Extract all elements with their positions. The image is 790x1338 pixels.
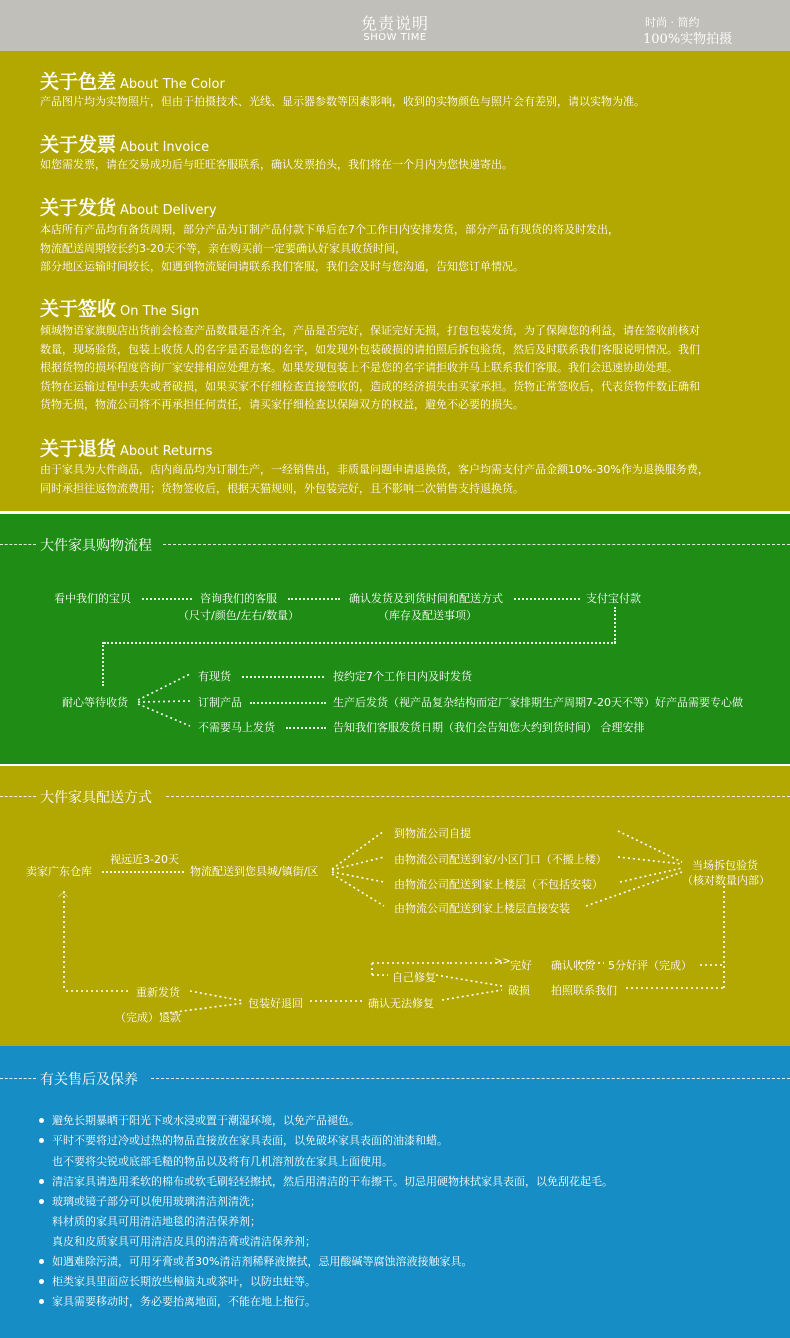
- header-bar: [0, 0, 790, 51]
- care-item: 也不要将尖锐或底部毛糙的物品以及将有几机溶剂放在家具上面使用。: [52, 1155, 393, 1168]
- bullet-icon: [39, 1199, 44, 1204]
- flow-option-custom: 订制产品: [198, 696, 242, 709]
- bullet-icon: [39, 1118, 44, 1123]
- result-good: 完好: [510, 959, 532, 972]
- delivery-option-pickup: 到物流公司自提: [394, 827, 471, 840]
- five-star-review: 5分好评（完成）: [608, 959, 692, 972]
- resend: 重新发货: [136, 986, 180, 999]
- delivery-origin: 卖家广东仓库: [26, 865, 92, 878]
- chevron-right-icon: >>: [494, 956, 511, 967]
- flow-branch-lines: [0, 514, 790, 764]
- bullet-icon: [39, 1138, 44, 1143]
- color-heading: 关于色差 About The Color: [40, 71, 225, 93]
- returns-text: 由于家具为大件商品，店内商品均为订制生产，一经销售出，非质量问题申请退换货，客户均需支付产品金额10%-30%作为退换服务费， 同时承担往返物流费用；货物签收后，根据天猫规则，外包装完好，且不影响二次销售支持退换货。: [40, 463, 709, 495]
- delivery-text: 本店所有产品均有备货周期，部分产品为订制产品付款下单后在7个工作日内安排发货，部分产品有现货的将及时发出， 物流配送周期较长约3-20天不等，亲在购买前一定要确认好家具收货时间， 部分地区运输时间较长，如遇到物流疑问请联系我们客服，我们会及时与您沟通，告知您订单情况。: [40, 223, 619, 273]
- delivery-duration: 视远近3-20天: [110, 853, 179, 866]
- flow-step-confirm-sub: （库存及配送事项）: [378, 609, 477, 622]
- cannot-repair: 确认无法修复: [368, 997, 434, 1010]
- sign-heading: 关于签收 On The Sign: [40, 298, 200, 320]
- care-item: 清洁家具请选用柔软的棉布或软毛刷轻轻擦拭，然后用清洁的干布擦干。切忌用硬物抹拭家具表面，以免刮花起毛。: [52, 1175, 613, 1188]
- flow-option-instock-desc: 按约定7个工作日内及时发货: [333, 670, 472, 683]
- title-divider-left: [0, 1078, 36, 1079]
- self-repair: 自己修复: [392, 971, 436, 984]
- inspect-on-site-sub: （核对数量内部）: [682, 874, 770, 887]
- bullet-icon: [39, 1299, 44, 1304]
- header-real-photo: 100%实物拍摄: [643, 32, 733, 47]
- flow-wait-delivery: 耐心等待收货: [62, 696, 128, 709]
- delivery-heading: 关于发货 About Delivery: [40, 197, 217, 219]
- returns-heading: 关于退货 About Returns: [40, 438, 213, 460]
- care-item: 玻璃或镜子部分可以使用玻璃清洁剂清洗；: [52, 1195, 261, 1208]
- page-subtitle: SHOW TIME: [363, 32, 427, 43]
- care-item: 家具需要移动时，务必要抬离地面，不能在地上拖行。: [52, 1295, 316, 1308]
- care-item: 柜类家具里面应长期放些樟脑丸或茶叶，以防虫蛀等。: [52, 1275, 316, 1288]
- disclaimer-section: [0, 51, 790, 511]
- flow-step-consult: 咨询我们的客服: [200, 592, 277, 605]
- flow-step-browse: 看中我们的宝贝: [54, 592, 131, 605]
- delivery-flow-section: [0, 766, 790, 1046]
- shopping-flow-title: 大件家具购物流程: [40, 538, 152, 554]
- bullet-icon: [39, 1279, 44, 1284]
- confirm-receipt: 确认收货: [551, 959, 595, 972]
- sign-text: 倾城物语家旗舰店出货前会检查产品数量是否齐全，产品是否完好，保证完好无损，打包包装发货，为了保障您的利益，请在签收前核对 数量，现场验货，包装上收货人的名字是否是您的名字，如发现外包装破损的请拍照后拆包验货，然后及时联系我们客服说明情况。我们 根据货物的损坏程度咨询厂家安排相应处理方案。如果发现包装上不是您的名字请拒收并马上联系我们客服。我们会迅速协助处理。 货物在运输过程中丢失或者破损，如果买家不仔细检查直接签收的，造成的经济损失由买家承担。货物正常签收后，代表货物件数正确和 货物无损，物流公司将不再承担任何责任，请买家仔细检查以保障双方的权益，避免不必要的损失。: [40, 324, 700, 411]
- invoice-heading: 关于发票 About Invoice: [40, 134, 210, 156]
- up-arrow-icon: ︿: [58, 888, 68, 899]
- invoice-text: 如您需发票，请在交易成功后与旺旺客服联系，确认发票抬头，我们将在一个月内为您快递寄出。: [40, 158, 513, 171]
- delivery-flow-title: 大件家具配送方式: [40, 790, 152, 806]
- delivery-option-door: 由物流公司配送到家/小区门口（不搬上楼）: [394, 853, 607, 866]
- inspect-on-site: 当场拆包验货: [692, 859, 758, 872]
- delivery-option-install: 由物流公司配送到家上楼层直接安装: [394, 902, 570, 915]
- aftercare-title: 有关售后及保养: [40, 1072, 138, 1088]
- delivery-branch-lines: [0, 766, 790, 1046]
- care-item: 真皮和皮质家具可用清洁皮具的清洁膏或清洁保养剂；: [52, 1235, 316, 1248]
- care-item: 料材质的家具可用清洁地毯的清洁保养剂；: [52, 1215, 261, 1228]
- care-item: 如遇难除污渍，可用牙膏或者30%清洁剂稀释液擦拭，忌用酸碱等腐蚀溶液接触家具。: [52, 1255, 473, 1268]
- flow-step-confirm: 确认发货及到货时间和配送方式: [349, 592, 503, 605]
- care-item: 避免长期暴晒于阳光下或水浸或置于潮湿环境，以免产品褪色。: [52, 1114, 360, 1127]
- photo-contact: 拍照联系我们: [551, 984, 617, 997]
- flow-option-instock: 有现货: [198, 670, 231, 683]
- flow-step-pay: 支付宝付款: [586, 592, 641, 605]
- care-item: 平时不要将过冷或过热的物品直接放在家具表面，以免破坏家具表面的油漆和蜡。: [52, 1134, 448, 1147]
- bullet-icon: [39, 1179, 44, 1184]
- shopping-flow-section: [0, 514, 790, 764]
- delivery-destination: 物流配送到您县城/镇街/区: [190, 865, 319, 878]
- title-divider-right: [151, 1078, 790, 1079]
- return-package: 包装好退回: [248, 997, 303, 1010]
- flow-step-consult-sub: （尺寸/颜色/左右/数量）: [178, 609, 300, 622]
- refund: （完成）退款: [115, 1011, 181, 1024]
- delivery-option-upstairs: 由物流公司配送到家上楼层（不包括安装）: [394, 878, 603, 891]
- header-slogan: 时尚 · 简约: [645, 16, 700, 29]
- result-broken: 破损: [508, 984, 530, 997]
- flow-option-later-desc: 告知我们客服发货日期（我们会告知您大约到货时间） 合理安排: [333, 721, 645, 734]
- color-text: 产品图片均为实物照片，但由于拍摄技术、光线、显示器参数等因素影响，收到的实物颜色与照片会有差别，请以实物为准。: [40, 95, 645, 108]
- flow-option-custom-desc: 生产后发货（视产品复杂结构而定厂家排期生产周期7-20天不等）好产品需要专心做: [333, 696, 743, 709]
- bullet-icon: [39, 1259, 44, 1264]
- flow-option-later: 不需要马上发货: [198, 721, 275, 734]
- aftercare-section: [0, 1046, 790, 1338]
- page-title: 免责说明: [360, 14, 429, 33]
